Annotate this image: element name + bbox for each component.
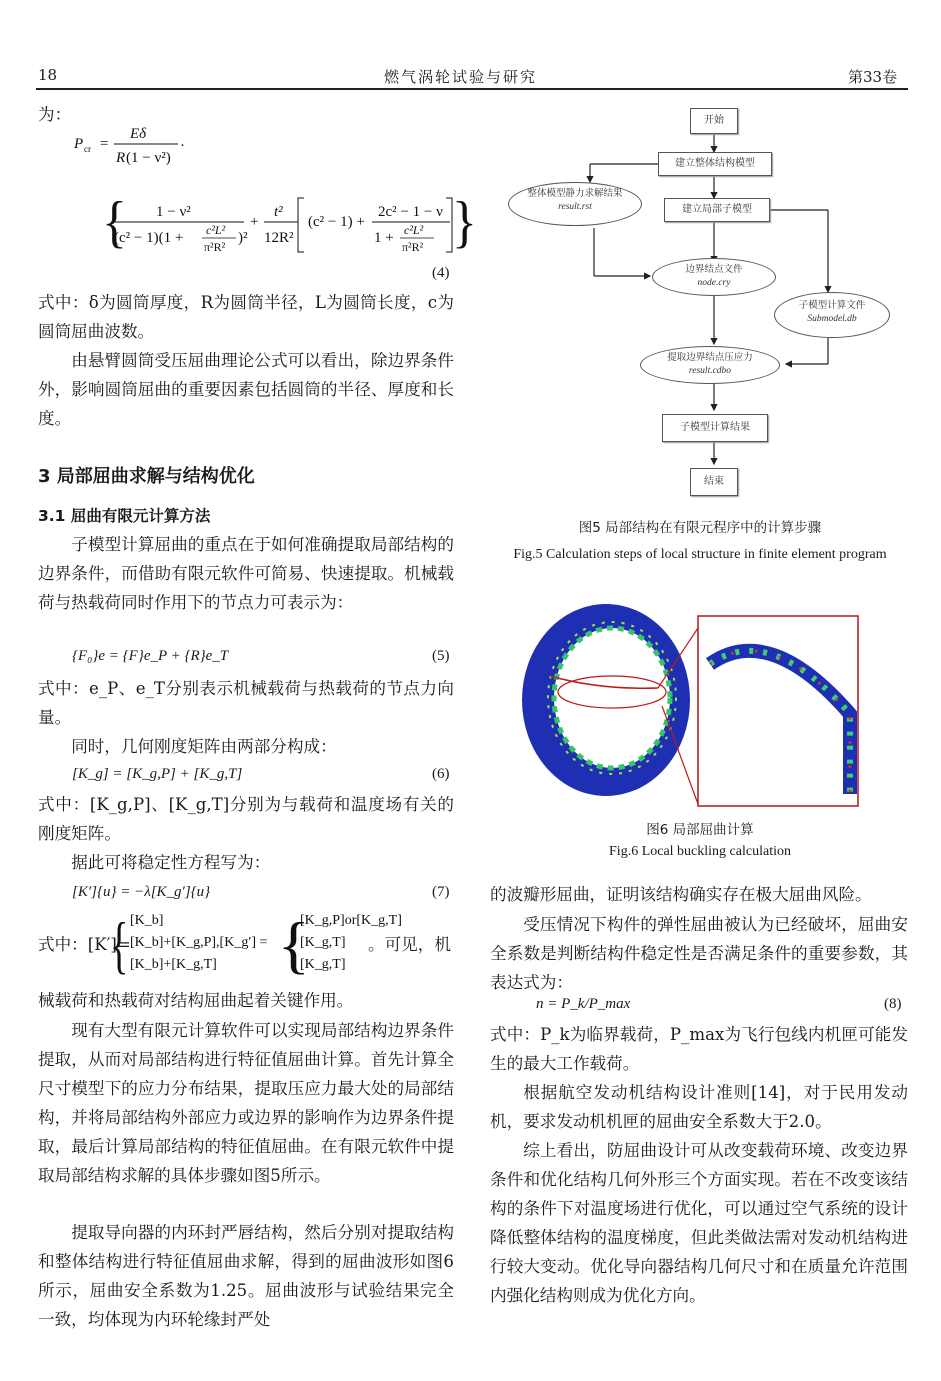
flow-boundary-node-file [652, 258, 776, 296]
flow-submodel-calc-file [774, 292, 890, 338]
svg-text:[K_b]+[K_g,P],[K_g′] =: [K_b]+[K_g,P],[K_g′] = [130, 935, 268, 950]
paragraph-seal-lip: 提取导向器的内环封严唇结构，然后分别对提取结构和整体结构进行特征值屈曲求解，得到的屈曲波形如图6所示，屈曲安全系数为1.25。屈曲波形与试验结果完全一致，均体现为内环轮缘封严处 [38, 1223, 454, 1329]
figure-6-caption-en: Fig.6 Local buckling calculation [609, 844, 791, 859]
figure-5-caption-zh: 图5 局部结构在有限元程序中的计算步骤 [578, 520, 822, 536]
flow-submodel-calc-file-name: Submodel.db [807, 314, 857, 324]
flow-build-global-model: 建立整体结构模型 [658, 152, 772, 176]
svg-text:(c² − 1)(1 +: (c² − 1)(1 + [114, 230, 184, 246]
paragraph-lobe-buckling: 的波瓣形屈曲，证明该结构确实存在极大屈曲风险。 [490, 885, 872, 904]
svg-text:1 +: 1 + [374, 230, 394, 246]
section-3-heading: 3 局部屈曲求解与结构优化 [38, 466, 255, 487]
intro-text: 为： [38, 105, 72, 124]
paragraph-stability: 据此可将稳定性方程写为： [71, 853, 271, 872]
equation-8-number: (8) [884, 996, 902, 1012]
equation-7-prefix: 式中：[K′]= [38, 935, 131, 954]
svg-text:[K_b]: [K_b] [130, 913, 164, 928]
svg-text:π²R²: π²R² [204, 240, 226, 254]
flow-extract-boundary-pressure-label: 提取边界结点压应力 [667, 352, 753, 363]
flow-extract-boundary-pressure [640, 346, 780, 384]
paragraph-submodel: 子模型计算屈曲的重点在于如何准确提取局部结构的边界条件，而借助有限元软件可简易、快速提取。机械载荷与热载荷同时作用下的节点力可表示为： [38, 535, 454, 612]
svg-text:t²: t² [274, 204, 283, 220]
svg-text:R: R [116, 150, 126, 166]
svg-text:π²R²: π²R² [402, 240, 424, 254]
equation-5-description: 式中：e_P、e_T分别表示机械载荷与热载荷的节点力向量。 [38, 679, 454, 727]
svg-text:)²: )² [238, 230, 248, 246]
page-number: 18 [38, 66, 58, 84]
equation-7: [K′]{u} = −λ[K_g′]{u} [72, 884, 211, 900]
flow-global-static-result-label: 整体模型静力求解结果 [527, 188, 623, 199]
flow-end: 结束 [690, 468, 738, 496]
svg-text:[K_b]+[K_g,T]: [K_b]+[K_g,T] [130, 957, 217, 972]
flow-submodel-result: 子模型计算结果 [662, 414, 768, 442]
svg-text:(c² − 1) +: (c² − 1) + [308, 214, 365, 230]
header-rule [36, 88, 908, 90]
svg-text:c²L²: c²L² [404, 223, 424, 237]
journal-title: 燃气涡轮试验与研究 [384, 68, 538, 86]
flow-boundary-node-file-label: 边界结点文件 [685, 264, 743, 275]
svg-text:{: { [102, 189, 127, 254]
svg-text:}: } [452, 189, 477, 254]
equation-7-matrices [110, 906, 402, 988]
svg-text:cr: cr [84, 144, 91, 154]
equation-8: n = P_k/P_max [536, 996, 631, 1012]
paragraph-fea-software: 现有大型有限元计算软件可以实现局部结构边界条件提取，从而对局部结构进行特征值屈曲计算。首先计算全尺寸模型下的应力分布结果，提取压应力最大处的局部结构，并将局部结构外部应力或边界的影响作为边界条件提取，最后计算局部结构的特征值屈曲。在有限元软件中提取局部结构求解的具体步骤如图5所示。 [38, 1021, 454, 1185]
svg-text:{: { [110, 910, 129, 981]
svg-text:=: = [100, 136, 109, 152]
paragraph-safety-factor: 受压情况下构件的弹性屈曲被认为已经破坏，屈曲安全系数是判断结构件稳定性是否满足条件的重要参数，其表达式为： [490, 915, 908, 992]
paragraph-stiffness-matrix: 同时，几何刚度矩阵由两部分构成： [71, 737, 337, 756]
paragraph-conclusion: 综上看出，防屈曲设计可从改变载荷环境、改变边界条件和优化结构几何外形三个方面实现。若在不改变该结构的条件下对温度场进行优化，可以通过空气系统的设计降低整体结构的温度梯度，但此类做法需对发动机结构进行较大变动。优化导向器结构几何尺寸和在质量允许范围内强化结构则成为优化方向。 [490, 1141, 908, 1305]
equation-5-number: (5) [432, 648, 450, 664]
svg-text:Eδ: Eδ [130, 126, 147, 142]
equation-6-description: 式中：[K_g,P]、[K_g,T]分别为与载荷和温度场有关的刚度矩阵。 [38, 795, 454, 843]
svg-text:[K_g,P]or[K_g,T]: [K_g,P]or[K_g,T] [300, 913, 402, 928]
flow-build-submodel: 建立局部子模型 [664, 198, 770, 222]
volume-label: 第33卷 [848, 68, 898, 86]
paragraph-design-criteria: 根据航空发动机结构设计准则[14]，对于民用发动机，要求发动机机匣的屈曲安全系数大于2.0。 [490, 1083, 908, 1131]
figure-6-caption-zh: 图6 局部屈曲计算 [646, 822, 754, 838]
paragraph-key-role: 械载荷和热载荷对结构屈曲起着关键作用。 [38, 991, 354, 1010]
svg-text:1 − ν²: 1 − ν² [156, 204, 191, 220]
equation-8-description: 式中：P_k为临界载荷，P_max为飞行包线内机匣可能发生的最大工作载荷。 [490, 1025, 908, 1073]
flow-start: 开始 [690, 108, 738, 134]
svg-text:[K_g,T]: [K_g,T] [300, 935, 346, 950]
svg-text:P: P [74, 136, 84, 152]
flow-submodel-calc-file-label: 子模型计算文件 [798, 300, 866, 311]
paragraph-buckling-factors: 由悬臂圆筒受压屈曲理论公式可以看出，除边界条件外，影响圆筒屈曲的重要因素包括圆筒的半径、厚度和长度。 [38, 351, 454, 428]
flow-extract-boundary-pressure-file: result.cdbo [688, 366, 732, 376]
svg-text:+: + [250, 214, 259, 230]
flow-global-static-result [508, 182, 642, 226]
figure-5-caption-en: Fig.5 Calculation steps of local structure in finite element program [513, 547, 887, 562]
equation-4-description: 式中：δ为圆筒厚度，R为圆筒半径，L为圆筒长度，c为圆筒屈曲波数。 [38, 293, 454, 341]
equation-7-number: (7) [432, 884, 450, 900]
equation-6: [K_g] = [K_g,P] + [K_g,T] [72, 766, 243, 782]
svg-text:[K_g,T]: [K_g,T] [300, 957, 346, 972]
svg-text:12R²: 12R² [264, 230, 294, 246]
svg-text:2c² − 1 − ν: 2c² − 1 − ν [378, 204, 443, 220]
svg-text:·: · [180, 138, 185, 154]
equation-4 [60, 120, 477, 290]
equation-7-suffix: 。可见，机 [368, 935, 451, 954]
svg-text:c²L²: c²L² [206, 223, 226, 237]
svg-text:(1 − ν²): (1 − ν²) [126, 150, 171, 166]
flow-boundary-node-file-name: node.cry [697, 278, 731, 288]
figure-6-buckling-image [520, 604, 868, 812]
svg-text:{: { [277, 909, 311, 981]
equation-4-number: (4) [432, 265, 450, 281]
flow-global-static-result-file: result.rst [558, 202, 592, 212]
equation-6-number: (6) [432, 766, 450, 782]
equation-5: {F₀}e = {F}e_P + {R}e_T [72, 648, 229, 664]
section-3-1-heading: 3.1 屈曲有限元计算方法 [38, 507, 211, 525]
